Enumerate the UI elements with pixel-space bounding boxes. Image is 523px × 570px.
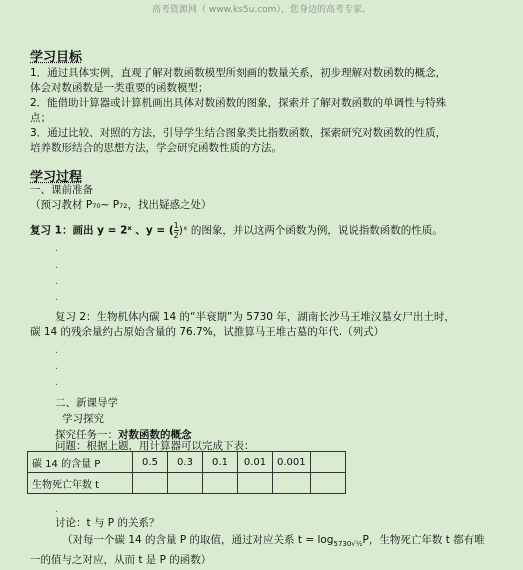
process-title: 学习过程 [30,170,83,185]
table-cell [273,473,311,494]
blank-line: . [55,345,59,356]
task-prefix: 探究任务一： [55,429,118,441]
blank-line: . [55,276,59,287]
blank-line: . [55,243,59,254]
discussion-line-1: 讨论：t 与 P 的关系？ [55,517,160,529]
review-1-prefix: 复习 1：画出 y = 2ˣ 、y = ( [30,224,174,237]
task-title: 对数函数的概念 [118,429,192,441]
blank-line: . [55,292,59,303]
goal-3-line-1: 3．通过比较、对照的方法，引导学生结合图象类比指数函数，探索研究对数函数的性质， [30,127,447,139]
goals-title: 学习目标 [30,50,83,65]
discussion-text: （对每一个碳 14 的含量 P 的取值，通过对应关系 t = log [62,534,334,546]
table-cell [238,473,273,494]
table-cell [203,473,238,494]
table-cell [310,473,345,494]
review-1-suffix: )ˣ 的图象，并以这两个函数为例，说说指数函数的性质。 [178,224,443,237]
blank-line: . [55,260,59,271]
blank-line: . [55,504,59,515]
review-2-line-2: 碳 14 的残余量约占原始含量的 76.7%，试推算马王堆古墓的年代.（列式） [30,326,385,338]
table-cell: 0.1 [203,452,238,473]
pre-note: （预习教材 P₇₀~ P₇₂，找出疑惑之处） [30,199,212,211]
review-2-line-1: 复习 2：生物机体内碳 14 的“半衰期”为 5730 年，湖南长沙马王堆汉墓女尸出土时， [55,311,455,323]
table-cell: 0.001 [273,452,311,473]
table-cell [168,473,203,494]
explore-heading: 学习探究 [62,413,104,425]
table-row-label: 碳 14 的含量 P [28,452,133,473]
fraction-denominator: 2 [173,231,179,240]
page-header: 高考资源网（ www.ks5u.com），您身边的高考专家。 [152,5,371,15]
goal-1-line-2: 体会对数函数是一类重要的函数模型； [30,82,209,94]
goal-2-line-1: 2．能借助计算器或计算机画出具体对数函数的图象，探索并了解对数函数的单调性与特殊 [30,97,447,109]
goal-1-line-1: 1．通过具体实例，直观了解对数函数模型所刻画的数量关系，初步理解对数函数的概念， [30,67,447,79]
document-page [0,18,523,570]
pre-heading: 一、课前准备 [30,184,93,196]
goal-2-line-2: 点； [30,112,51,124]
log-base: 5730√½ [333,540,363,549]
goal-3-line-2: 培养数形结合的思想方法，学会研究函数性质的方法。 [30,142,282,154]
blank-line: . [55,361,59,372]
table-cell [310,452,345,473]
table-row [28,473,346,494]
discussion-line-3: 一的值与之对应，从而 t 是 P 的函数） [30,554,212,566]
blank-line: . [55,377,59,388]
table-cell: 0.5 [133,452,168,473]
fraction-numerator: 1 [173,221,179,230]
table-row [28,452,346,473]
table-cell: 0.3 [168,452,203,473]
review-1 [30,221,443,240]
discussion-line-2 [62,533,485,552]
new-lesson-heading: 二、新课导学 [55,397,118,409]
table-cell [133,473,168,494]
data-table [27,451,346,494]
discussion-text-end: P，生物死亡年数 t 都有唯 [362,534,485,546]
table-cell: 0.01 [238,452,273,473]
question: 问题：根据上题，用计算器可以完成下表： [55,440,255,452]
table-row-label: 生物死亡年数 t [28,473,133,494]
